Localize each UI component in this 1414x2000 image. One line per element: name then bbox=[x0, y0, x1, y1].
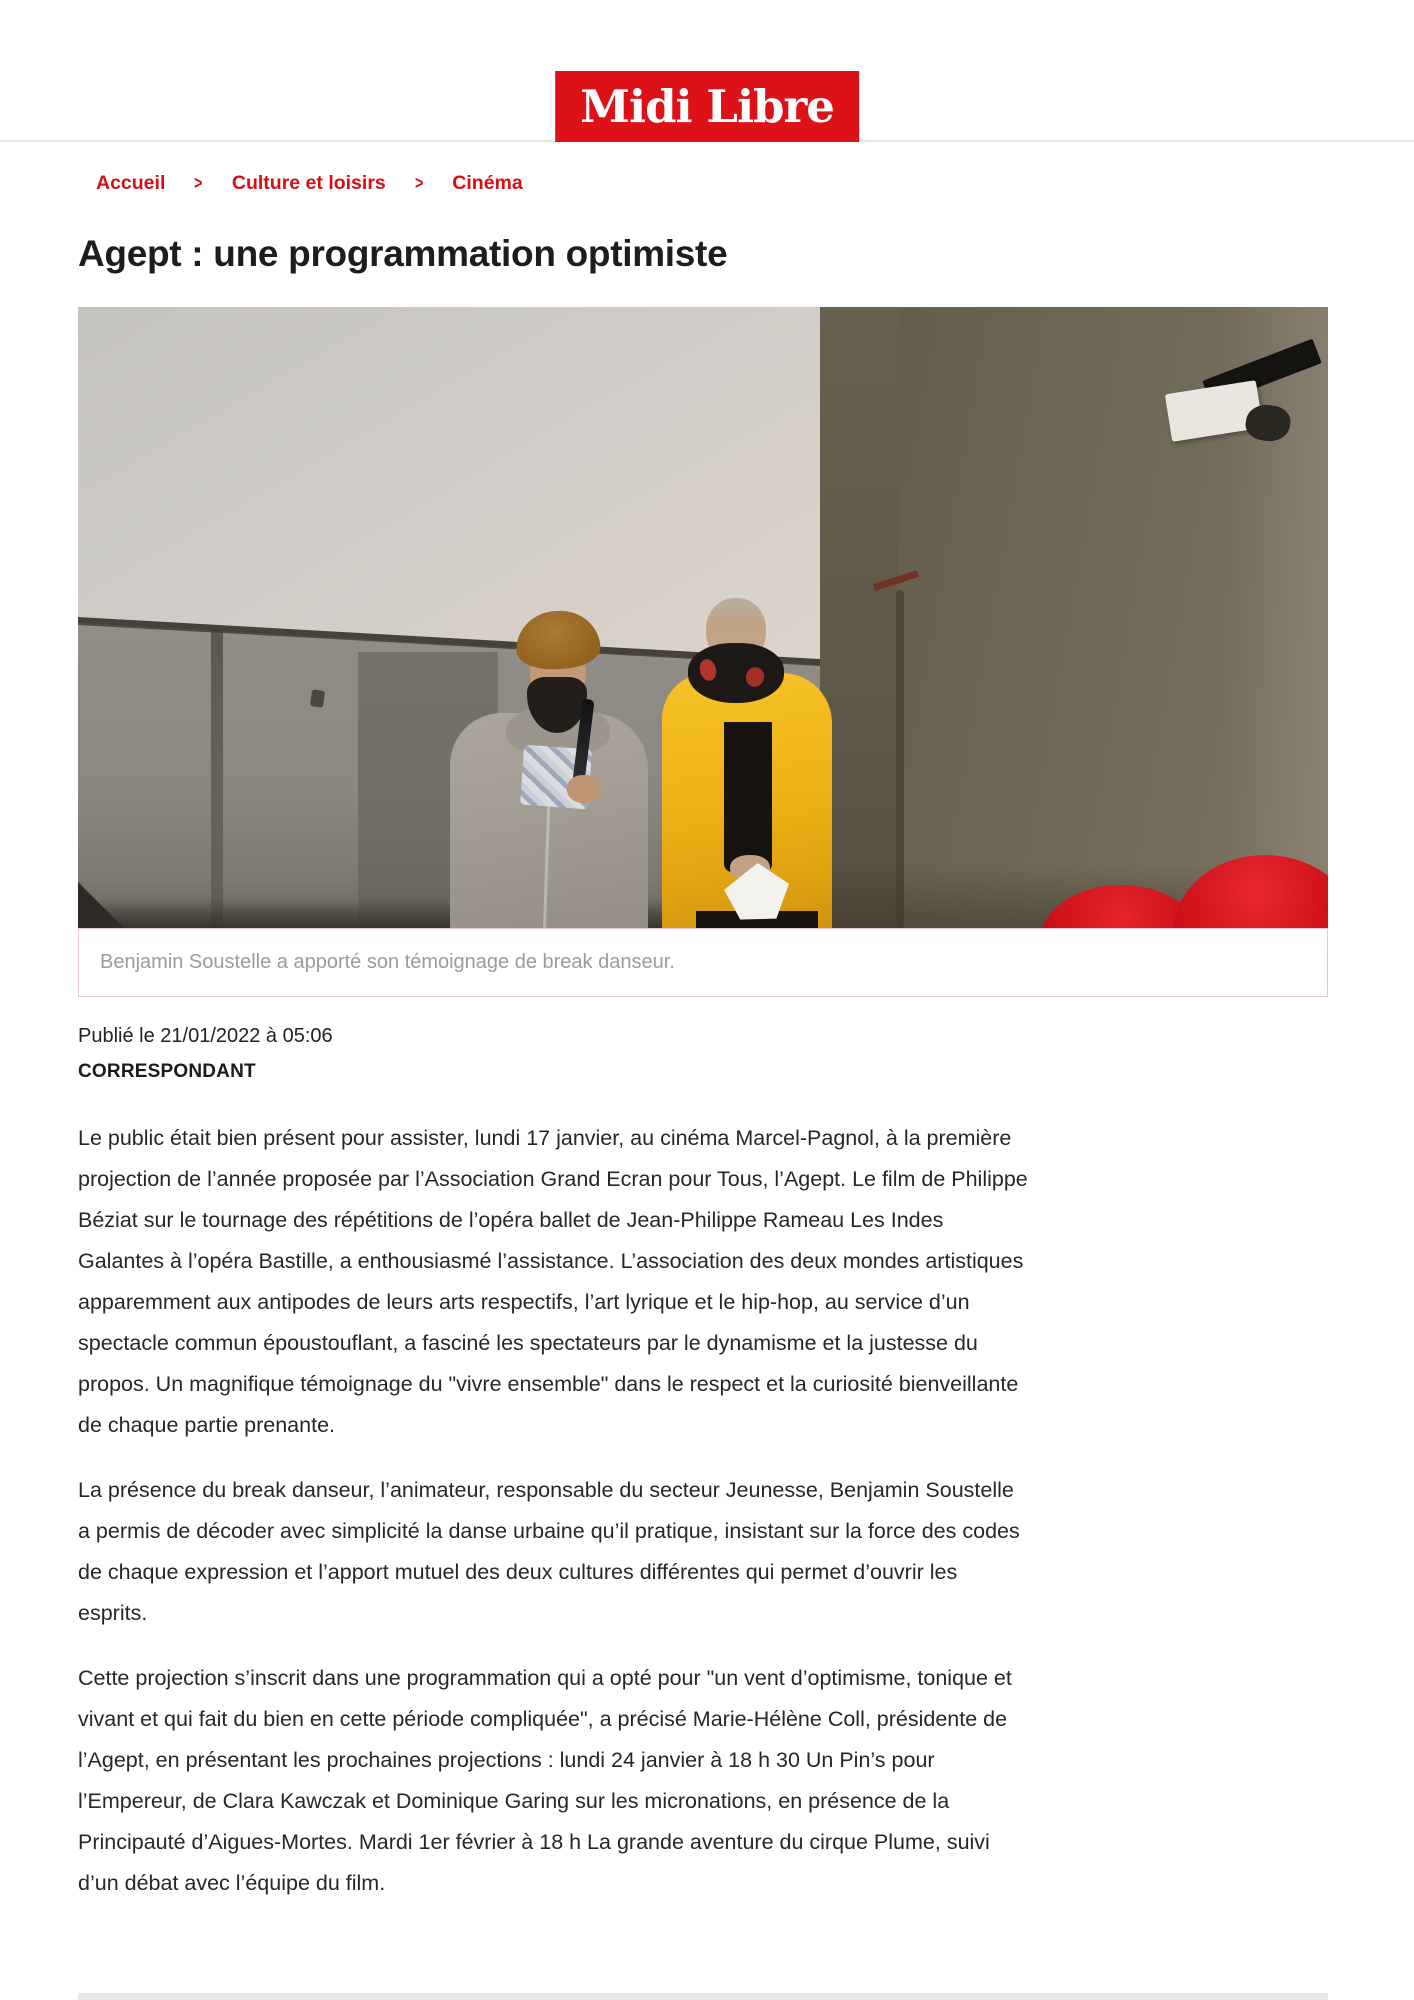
man-grey-hoodie-hand bbox=[567, 775, 601, 803]
photo-caption-text: Benjamin Soustelle a apporté son témoignage de break danseur. bbox=[100, 951, 675, 973]
chevron-right-icon: > bbox=[194, 173, 203, 193]
chevron-right-icon: > bbox=[414, 173, 424, 193]
wall-panel-strip bbox=[211, 629, 223, 928]
wall-spot bbox=[310, 689, 325, 708]
site-header bbox=[0, 0, 1414, 142]
man-yellow-jacket-shirt bbox=[724, 722, 772, 872]
article-body bbox=[78, 1118, 1030, 1928]
breadcrumb-link-accueil[interactable]: Accueil bbox=[96, 172, 166, 194]
article-paragraph: Le public était bien présent pour assister, lundi 17 janvier, au cinéma Marcel-Pagnol, à la première projection de l’année proposée par l’Association Grand Ecran pour Tous, l’Agept. Le film de Philippe Béziat sur le tournage des répétitions de l’opéra ballet de Jean-Philippe Rameau Les Indes Galantes à l’opéra Bastille, a enthousiasmé l’assistance. L’association des deux mondes artistiques apparemment aux antipodes de leurs arts respectifs, l’art lyrique et le hip-hop, au service d’un spectacle commun époustouflant, a fasciné les spectateurs par le dynamisme et la justesse du propos. Un magnifique témoignage du "vivre ensemble" dans le respect et la curiosité bienveillante de chaque partie prenante. bbox=[78, 1126, 1028, 1437]
article-paragraph: La présence du break danseur, l’animateur, responsable du secteur Jeunesse, Benjamin Soustelle a permis de décoder avec simplicité la danse urbaine qu’il pratique, insistant sur la force des codes de chaque expression et l’apport mutuel des deux cultures différentes qui permet d’ouvrir les esprits. bbox=[78, 1478, 1020, 1625]
publish-date: Publié le 21/01/2022 à 05:06 bbox=[78, 1025, 333, 1047]
breadcrumb bbox=[96, 172, 523, 195]
article-title: Agept : une programmation optimiste bbox=[78, 233, 728, 274]
breadcrumb-link-cinema[interactable]: Cinéma bbox=[452, 172, 523, 194]
bottom-divider bbox=[78, 1993, 1328, 2000]
article-paragraph: Cette projection s’inscrit dans une programmation qui a opté pour "un vent d’optimisme, tonique et vivant et qui fait du bien en cette période compliquée", a précisé Marie-Hélène Coll, présidente de l’Agept, en présentant les prochaines projections : lundi 24 janvier à 18 h 30 Un Pin’s pour l’Empereur, de Clara Kawczak et Dominique Garing sur les micronations, en présence de la Principauté d’Aigues-Mortes. Mardi 1er février à 18 h La grande aventure du cirque Plume, suivi d’un débat avec l’équipe du film. bbox=[78, 1666, 1012, 1895]
author-label: CORRESPONDANT bbox=[78, 1061, 256, 1082]
breadcrumb-link-culture-et-loisirs[interactable]: Culture et loisirs bbox=[231, 172, 386, 194]
article-photo bbox=[78, 307, 1328, 928]
photo-caption bbox=[78, 928, 1328, 997]
site-logo-text: Midi Libre bbox=[580, 80, 834, 133]
site-logo[interactable] bbox=[555, 71, 859, 142]
